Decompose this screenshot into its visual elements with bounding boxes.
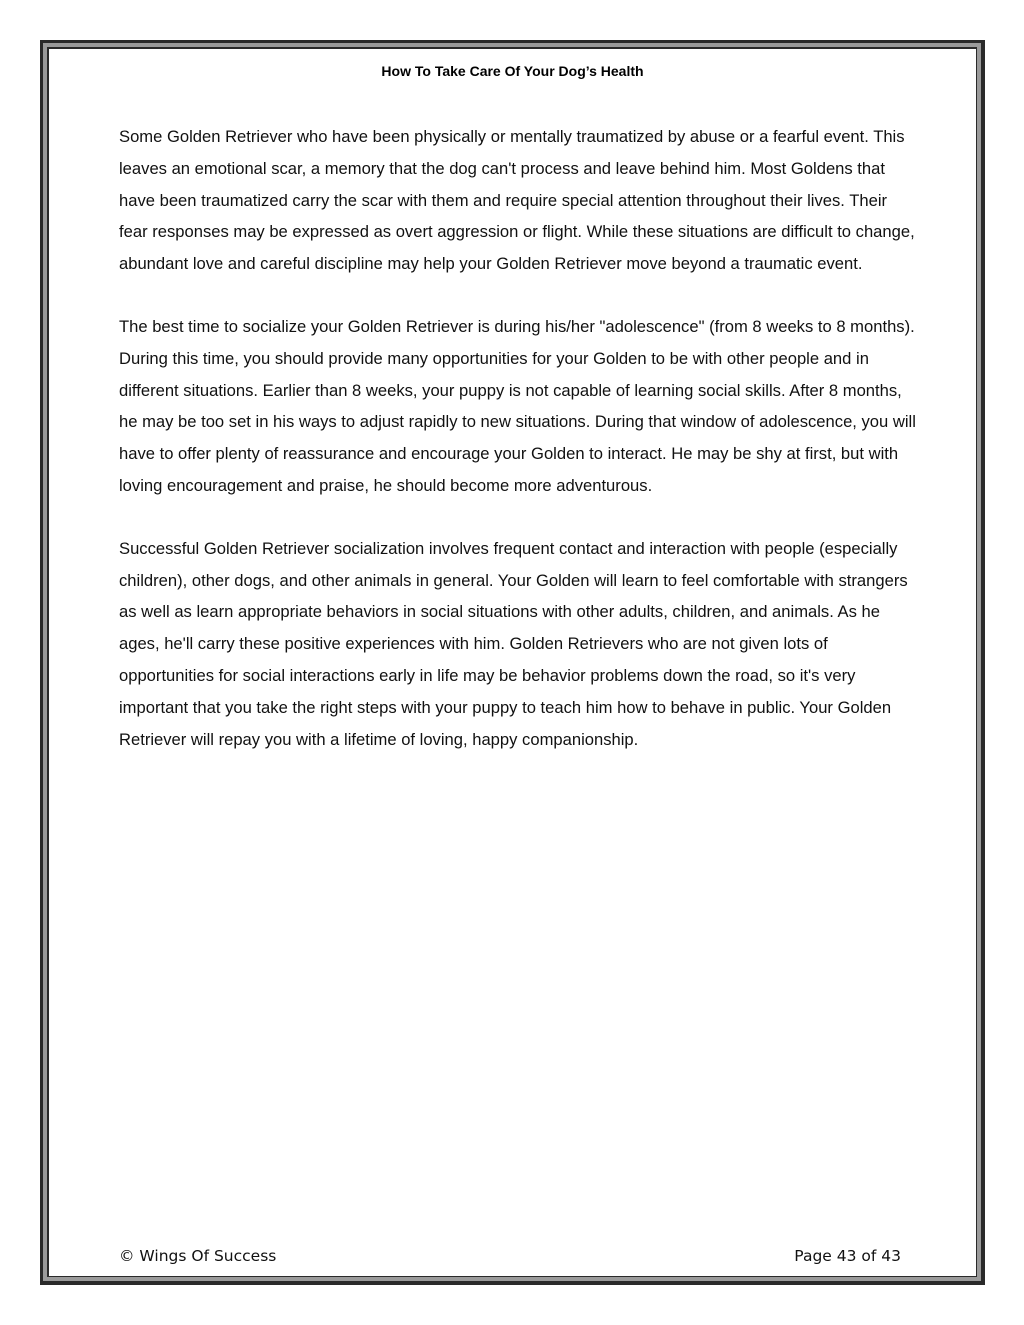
page-footer: [119, 1247, 901, 1265]
paragraph-1: Some Golden Retriever who have been physically or mentally traumatized by abuse or a fearful event. This leaves an emotional scar, a memory that the dog can't process and leave behind him. Most Goldens that have been traumatized carry the scar with them and require special attention throughout their lives. Their fear responses may be expressed as overt aggression or flight. While these situations are difficult to change, abundant love and careful discipline may help your Golden Retriever move beyond a traumatic event.: [119, 127, 915, 274]
footer-copyright: © Wings Of Success: [119, 1247, 277, 1265]
footer-page-number: Page 43 of 43: [794, 1247, 901, 1265]
page-header-title: How To Take Care Of Your Dog’s Health: [381, 63, 644, 79]
page-border: [40, 40, 985, 1285]
paragraph-3: Successful Golden Retriever socialization involves frequent contact and interaction with people (especially children), other dogs, and other animals in general. Your Golden will learn to feel comfortable with strangers as well as learn appropriate behaviors in social situations with other adults, children, and animals. As he ages, he'll carry these positive experiences with him. Golden Retrievers who are not given lots of opportunities for social interactions early in life may be behavior problems down the road, so it's very important that you take the right steps with your puppy to teach him how to behave in public. Your Golden Retriever will repay you with a lifetime of loving, happy companionship.: [119, 538, 908, 749]
page: [47, 47, 977, 1277]
paragraph-2: The best time to socialize your Golden Retriever is during his/her "adolescence" (from 8 weeks to 8 months). During this time, you should provide many opportunities for your Golden to be with other people and in different situations. Earlier than 8 weeks, your puppy is not capable of learning social skills. After 8 months, he may be too set in his ways to adjust rapidly to new situations. During that window of adolescence, you will have to offer plenty of reassurance and encourage your Golden to interact. He may be shy at first, but with loving encouragement and praise, he should become more adventurous.: [119, 316, 916, 495]
body-content: [119, 121, 919, 786]
